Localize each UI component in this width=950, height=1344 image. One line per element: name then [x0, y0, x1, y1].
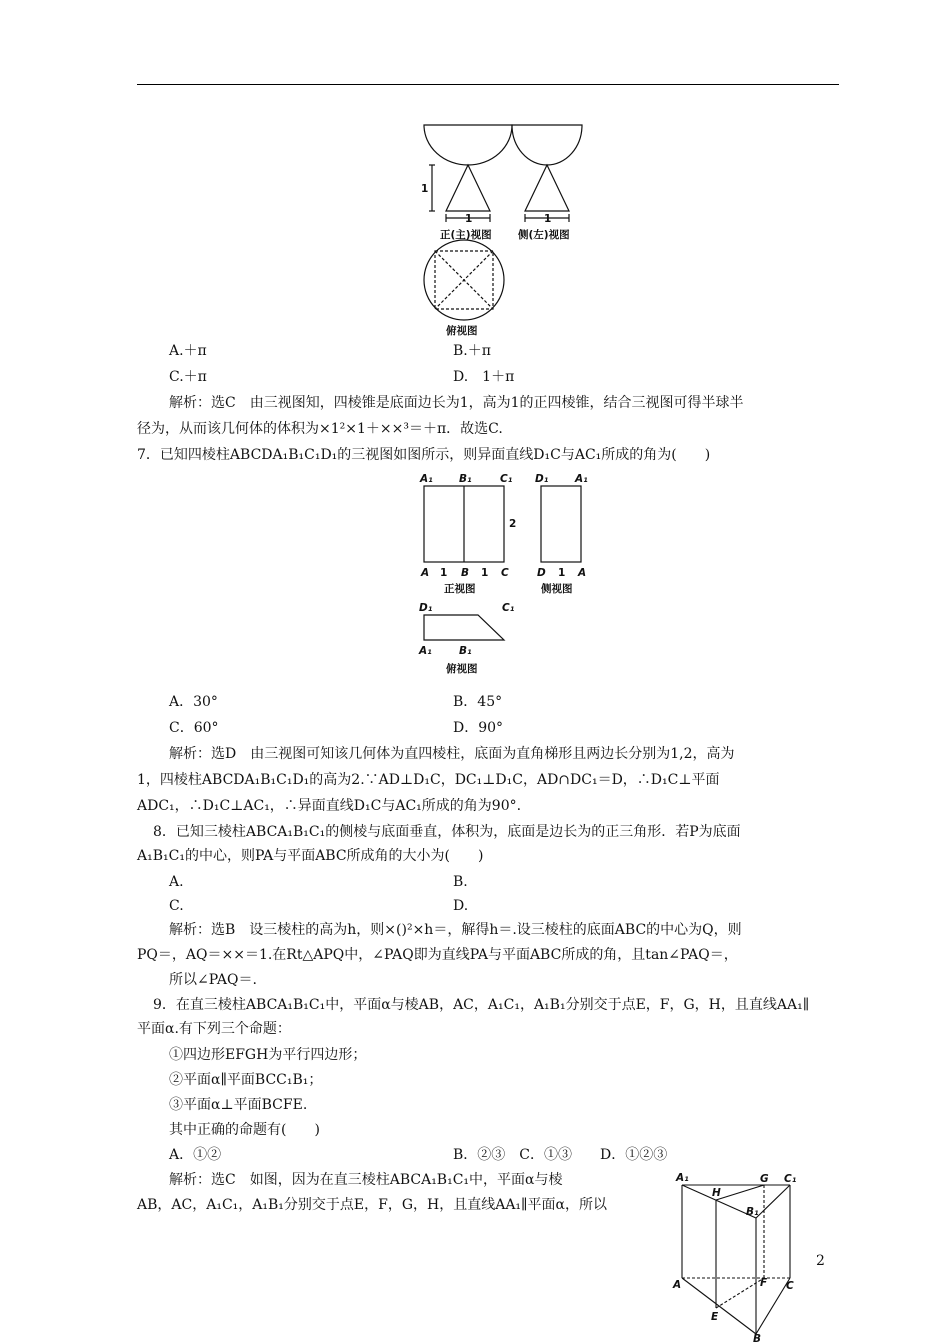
q9-stem-line2: 平面α.有下列三个命题： [137, 1021, 291, 1037]
q7-stem: 7．已知四棱柱ABCDA₁B₁C₁D₁的三视图如图所示，则异面直线D₁C与AC₁所成的角为( ) [137, 447, 711, 463]
q9-option-b-c-d: B．②③ C．①③ D．①②③ [453, 1147, 668, 1163]
q8-solution-line2: PQ＝，AQ＝××＝1.在Rt△APQ中，∠PAQ即为直线PA与平面ABC所成的角，且tan∠PAQ＝， [137, 947, 738, 963]
q9-proposition-3: ③平面α⊥平面BCFE. [169, 1097, 308, 1113]
q7-front-dim-1b: 1 [481, 567, 489, 579]
figure-three-views-hemisphere [415, 120, 590, 340]
q7-top-label-a1: A₁ [419, 645, 432, 657]
q7-side-caption: 侧视图 [541, 583, 573, 595]
q7-option-b: B．45° [453, 694, 503, 710]
q7-top-caption: 俯视图 [446, 663, 478, 675]
dim-width-side-label: 1 [544, 213, 552, 225]
q8-option-d: D. [453, 898, 469, 914]
q9-fig-label-b1: B₁ [746, 1206, 759, 1218]
q9-fig-label-c: C [786, 1280, 794, 1292]
q7-front-label-c: C [501, 567, 509, 579]
q7-top-label-c1: C₁ [502, 602, 515, 614]
q7-side-label-d1: D₁ [535, 473, 549, 485]
dim-width-front-label: 1 [465, 213, 473, 225]
q8-stem-line1: 8．已知三棱柱ABCA₁B₁C₁的侧棱与底面垂直，体积为，底面是边长为的正三角形．若P为底面 [153, 824, 741, 840]
q6-solution-line2: 径为，从而该几何体的体积为×1²×1＋××³＝＋π．故选C. [137, 421, 503, 437]
q9-solution-line2: AB，AC，A₁C₁，A₁B₁分别交于点E，F，G，H，且直线AA₁∥平面α，所以 [137, 1197, 607, 1213]
side-view-caption: 侧(左)视图 [518, 229, 570, 241]
q7-front-label-a: A [421, 567, 430, 579]
q9-solution-line1: 解析：选C 如图，因为在直三棱柱ABCA₁B₁C₁中，平面α与棱 [169, 1172, 563, 1188]
header-rule [137, 84, 839, 85]
q6-option-b: B.＋π [453, 343, 491, 359]
q7-side-label-a1: A₁ [575, 473, 588, 485]
figure-q7-three-views [415, 470, 595, 690]
q7-top-label-b1: B₁ [459, 645, 472, 657]
q6-option-d: D. 1＋π [453, 369, 515, 385]
top-view-caption: 俯视图 [446, 325, 478, 337]
q7-side-dim-1: 1 [558, 567, 566, 579]
q9-question: 其中正确的命题有( ) [169, 1122, 320, 1138]
q9-fig-label-h: H [712, 1187, 721, 1199]
q8-option-c: C. [169, 898, 184, 914]
q7-front-height: 2 [509, 518, 517, 530]
q7-front-label-b1: B₁ [459, 473, 472, 485]
q8-option-a: A. [169, 874, 184, 890]
q7-front-caption: 正视图 [444, 583, 476, 595]
q7-option-c: C．60° [169, 720, 219, 736]
q7-front-label-a1: A₁ [420, 473, 433, 485]
q9-stem-line1: 9．在直三棱柱ABCA₁B₁C₁中，平面α与棱AB，AC，A₁C₁，A₁B₁分别交于点E，F，G，H，且直线AA₁∥ [153, 997, 810, 1013]
figure-q9-prism [668, 1168, 808, 1344]
q9-fig-label-a: A [673, 1279, 682, 1291]
q8-solution-line3: 所以∠PAQ＝. [169, 972, 257, 988]
q9-fig-label-a1: A₁ [676, 1172, 689, 1184]
q8-solution-line1: 解析：选B 设三棱柱的高为h，则×()²×h＝，解得h＝.设三棱柱的底面ABC的中心为Q，则 [169, 922, 742, 938]
q9-fig-label-c1: C₁ [784, 1173, 797, 1185]
q7-option-a: A．30° [169, 694, 218, 710]
dim-height-label: 1 [421, 183, 429, 195]
q6-solution-line1: 解析：选C 由三视图知，四棱锥是底面边长为1，高为1的正四棱锥，结合三视图可得半球半 [169, 395, 744, 411]
q7-side-label-a: A [578, 567, 587, 579]
q9-fig-label-e: E [711, 1311, 719, 1323]
q7-front-dim-1a: 1 [440, 567, 448, 579]
q7-side-label-d: D [537, 567, 546, 579]
q7-top-label-d1: D₁ [419, 602, 433, 614]
q7-solution-line3: ADC₁，∴D₁C⊥AC₁，∴异面直线D₁C与AC₁所成的角为90°. [137, 798, 522, 814]
q6-option-a: A.＋π [169, 343, 207, 359]
q9-fig-label-b: B [753, 1333, 762, 1344]
q8-option-b: B. [453, 874, 468, 890]
q7-front-label-c1: C₁ [500, 473, 513, 485]
q6-option-c: C.＋π [169, 369, 207, 385]
q7-solution-line2: 1，四棱柱ABCDA₁B₁C₁D₁的高为2.∵AD⊥D₁C，DC₁⊥D₁C，AD∩DC₁＝D，∴D₁C⊥平面 [137, 772, 720, 788]
q9-option-a: A．①② [169, 1147, 222, 1163]
q9-proposition-1: ①四边形EFGH为平行四边形； [169, 1047, 367, 1063]
page-number: 2 [816, 1253, 825, 1269]
front-view-caption: 正(主)视图 [440, 229, 492, 241]
q9-proposition-2: ②平面α∥平面BCC₁B₁； [169, 1072, 323, 1088]
q7-solution-line1: 解析：选D 由三视图可知该几何体为直四棱柱，底面为直角梯形且两边长分别为1,2，高为 [169, 746, 735, 762]
q7-option-d: D．90° [453, 720, 504, 736]
q9-fig-label-g: G [760, 1173, 769, 1185]
q8-stem-line2: A₁B₁C₁的中心，则PA与平面ABC所成角的大小为( ) [137, 848, 484, 864]
q9-fig-label-f: F [760, 1277, 768, 1289]
q7-front-label-b: B [461, 567, 470, 579]
